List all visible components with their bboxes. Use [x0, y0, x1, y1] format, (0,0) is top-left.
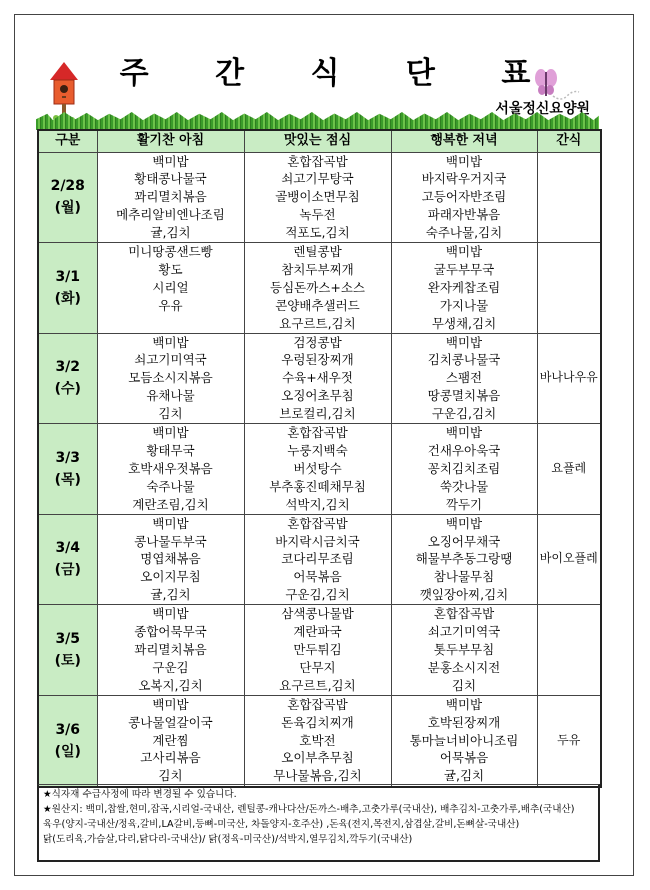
day-weekday: (토) — [54, 652, 81, 669]
dinner-dish: 파래자반볶음 — [427, 207, 501, 223]
breakfast-dish: 미니땅콩샌드빵 — [128, 244, 213, 260]
day-date: 3/3 — [55, 449, 81, 466]
page-title: 주 간 식 단 표 — [119, 56, 559, 91]
day-weekday: (월) — [54, 200, 81, 217]
dinner-dish: 백미밥 — [445, 244, 483, 260]
day-weekday: (일) — [54, 743, 81, 760]
breakfast-dish: 유채나물 — [146, 388, 195, 404]
lunch-dish: 쇠고기무탕국 — [281, 171, 354, 187]
lunch-cell — [244, 605, 391, 696]
header-breakfast: 활기찬 아침 — [97, 130, 244, 152]
breakfast-dish: 우유 — [158, 297, 183, 313]
table-header-row — [38, 130, 601, 152]
breakfast-dish: 백미밥 — [152, 515, 189, 531]
breakfast-dish: 김치 — [158, 406, 183, 422]
table-row — [38, 243, 601, 334]
day-cell — [38, 514, 97, 605]
breakfast-dish: 호박새우젓볶음 — [128, 460, 213, 476]
lunch-dish: 구운김,김치 — [285, 587, 350, 603]
breakfast-dish: 메추리알비엔나조림 — [116, 207, 225, 223]
dinner-dish: 호박된장찌개 — [427, 714, 501, 730]
dinner-dish: 바지락우거지국 — [421, 171, 507, 187]
dinner-cell — [391, 152, 537, 243]
note-origin-2: 육우(양지-국내산/정육,갈비,LA갈비,등뼈-미국산, 차돌양지-호주산) ,돈육(전지,목전지,삼겹살,갈비,돈뼈살-국내산) — [43, 819, 520, 830]
lunch-dish: 혼합잡곡밥 — [287, 515, 348, 531]
lunch-dish: 어묵볶음 — [293, 569, 342, 585]
lunch-dish: 등심돈까스+소스 — [270, 279, 365, 295]
note-origin-1: ★원산지: 백미,찹쌀,현미,잡곡,시리얼-국내산, 렌틸콩-캐나다산/돈까스-배추,고춧가루(국내산), 배추김치-고춧가루,배추(국내산) — [43, 804, 575, 815]
lunch-cell — [244, 333, 391, 424]
lunch-dish: 우렁된장찌개 — [281, 352, 354, 368]
day-cell — [38, 605, 97, 696]
dinner-dish: 김치 — [451, 677, 477, 693]
breakfast-dish: 모듬소시지볶음 — [128, 370, 213, 386]
dinner-dish: 무생채,김치 — [431, 315, 497, 331]
dinner-dish: 깍두기 — [445, 496, 483, 512]
lunch-dish: 렌틸콩밥 — [293, 244, 342, 260]
lunch-dish: 혼합잡곡밥 — [287, 696, 348, 712]
breakfast-cell — [97, 605, 244, 696]
snack-cell — [537, 152, 601, 243]
header-dinner: 행복한 저녁 — [391, 130, 537, 152]
dinner-dish: 고등어자반조림 — [421, 189, 507, 205]
dinner-dish: 구운김,김치 — [431, 406, 497, 422]
dinner-dish: 어묵볶음 — [439, 750, 489, 766]
day-date: 2/28 — [50, 178, 85, 195]
breakfast-dish: 귤,김치 — [150, 587, 191, 603]
snack-cell — [537, 243, 601, 334]
breakfast-dish: 계란찜 — [152, 732, 189, 748]
dinner-cell — [391, 243, 537, 334]
lunch-dish: 오이부추무침 — [281, 750, 354, 766]
snack-cell — [537, 605, 601, 696]
breakfast-cell — [97, 695, 244, 787]
dinner-dish: 참나물무침 — [433, 569, 495, 585]
lunch-dish: 요구르트,김치 — [279, 315, 356, 331]
breakfast-dish: 백미밥 — [152, 696, 189, 712]
breakfast-cell — [97, 243, 244, 334]
header-lunch: 맛있는 점심 — [244, 130, 391, 152]
lunch-dish: 석박지,김치 — [285, 496, 350, 512]
day-date: 3/6 — [55, 721, 81, 738]
breakfast-dish: 백미밥 — [152, 606, 189, 622]
lunch-dish: 부추홍진떼채무침 — [269, 478, 366, 494]
breakfast-dish: 오복지,김치 — [138, 677, 203, 693]
lunch-dish: 돈육김치찌개 — [281, 714, 354, 730]
dinner-dish: 스팸전 — [445, 370, 483, 386]
lunch-dish: 만두튀김 — [293, 641, 342, 657]
breakfast-dish: 고사리볶음 — [140, 750, 201, 766]
breakfast-dish: 귤,김치 — [150, 225, 191, 241]
breakfast-dish: 명엽채볶음 — [140, 551, 201, 567]
day-cell — [38, 243, 97, 334]
dinner-dish: 분홍소시지전 — [427, 659, 501, 675]
dinner-dish: 귤,김치 — [443, 768, 485, 784]
lunch-cell — [244, 152, 391, 243]
lunch-dish: 바지락시금치국 — [275, 533, 360, 549]
dinner-cell — [391, 605, 537, 696]
dinner-dish: 백미밥 — [445, 515, 483, 531]
lunch-dish: 계란파국 — [293, 624, 342, 640]
snack-cell: 바이오플레 — [537, 514, 601, 605]
dinner-dish: 건새우아욱국 — [427, 443, 501, 458]
note-change-notice: ★식자재 수급사정에 따라 변경될 수 있습니다. — [43, 789, 237, 800]
breakfast-dish: 종합어묵무국 — [134, 624, 207, 640]
dinner-dish: 완자케찹조림 — [427, 279, 501, 295]
lunch-dish: 오징어초무침 — [281, 388, 354, 404]
dinner-dish: 김치콩나물국 — [427, 352, 501, 368]
breakfast-cell — [97, 152, 244, 243]
header-category: 구분 — [38, 130, 97, 152]
dinner-dish: 숙주나물,김치 — [425, 225, 503, 241]
breakfast-dish: 꽈리멸치볶음 — [134, 189, 207, 205]
breakfast-dish: 황도 — [158, 261, 183, 277]
lunch-dish: 브로컬리,김치 — [279, 406, 356, 422]
dinner-cell — [391, 424, 537, 515]
day-cell — [38, 333, 97, 424]
dinner-dish: 쇠고기미역국 — [427, 624, 501, 640]
day-date: 3/1 — [55, 268, 81, 285]
breakfast-dish: 꽈리멸치볶음 — [134, 641, 207, 657]
dinner-dish: 혼합잡곡밥 — [433, 606, 495, 622]
dinner-cell — [391, 514, 537, 605]
lunch-dish: 콘양배추샐러드 — [275, 297, 360, 313]
dinner-dish: 백미밥 — [445, 153, 483, 169]
breakfast-dish: 황태무국 — [146, 443, 195, 458]
dinner-dish: 백미밥 — [445, 696, 483, 712]
table-row — [38, 333, 601, 424]
breakfast-cell — [97, 333, 244, 424]
lunch-cell — [244, 514, 391, 605]
dinner-dish: 오징어무채국 — [427, 533, 501, 549]
lunch-dish: 누룽지백숙 — [287, 443, 348, 458]
lunch-dish: 참치두부찌개 — [281, 261, 354, 277]
lunch-dish: 골뱅이소면무침 — [275, 189, 360, 205]
breakfast-dish: 황태콩나물국 — [134, 171, 207, 187]
day-weekday: (화) — [54, 290, 81, 307]
header-snack: 간식 — [537, 130, 601, 152]
dinner-dish: 해물부추동그랑땡 — [415, 551, 513, 567]
breakfast-dish: 숙주나물 — [146, 478, 195, 494]
note-origin-3: 닭(도리육,가슴살,다리,닭다리-국내산)/ 닭(정육-미국산)/석박지,열무김치,깍두기(국내산) — [43, 834, 413, 845]
dinner-cell — [391, 695, 537, 787]
lunch-dish: 혼합잡곡밥 — [287, 153, 348, 169]
table-row — [38, 424, 601, 515]
breakfast-dish: 콩나물얼갈이국 — [128, 714, 213, 730]
lunch-cell — [244, 424, 391, 515]
lunch-dish: 삼색콩나물밥 — [281, 606, 354, 622]
snack-cell: 바나나우유 — [537, 333, 601, 424]
table-row — [38, 695, 601, 787]
day-cell — [38, 152, 97, 243]
breakfast-dish: 구운김 — [152, 659, 189, 675]
dinner-dish: 꽁치김치조림 — [427, 460, 501, 476]
dinner-dish: 통마늘너비아니조림 — [409, 732, 519, 748]
table-row — [38, 152, 601, 243]
lunch-dish: 검정콩밥 — [293, 334, 342, 350]
dinner-dish: 땅콩멸치볶음 — [427, 388, 501, 404]
day-cell — [38, 424, 97, 515]
day-weekday: (목) — [54, 471, 81, 488]
weekly-menu-table — [37, 129, 602, 788]
lunch-dish: 혼합잡곡밥 — [287, 425, 348, 441]
day-weekday: (수) — [54, 381, 81, 398]
day-weekday: (금) — [54, 562, 81, 579]
dinner-dish: 가지나물 — [439, 297, 489, 313]
notes-box — [37, 784, 600, 862]
lunch-dish: 단무지 — [299, 659, 336, 675]
dinner-dish: 굴두부무국 — [433, 261, 495, 277]
lunch-dish: 호박전 — [299, 732, 336, 748]
dinner-dish: 깻잎장아찌,김치 — [419, 587, 509, 603]
dinner-dish: 백미밥 — [445, 425, 483, 441]
day-cell — [38, 695, 97, 787]
org-name: 서울정신요양원 — [495, 101, 590, 117]
snack-cell: 요플레 — [537, 424, 601, 515]
breakfast-dish: 시리얼 — [152, 279, 189, 295]
breakfast-dish: 계란조림,김치 — [132, 496, 209, 512]
dinner-dish: 백미밥 — [445, 334, 483, 350]
day-date: 3/4 — [55, 540, 81, 557]
lunch-dish: 녹두전 — [299, 207, 336, 223]
day-date: 3/5 — [55, 630, 81, 647]
lunch-dish: 버섯탕수 — [293, 460, 342, 476]
dinner-dish: 쑥갓나물 — [439, 478, 489, 494]
breakfast-dish: 백미밥 — [152, 334, 189, 350]
table-row — [38, 514, 601, 605]
lunch-cell — [244, 695, 391, 787]
lunch-cell — [244, 243, 391, 334]
table-row — [38, 605, 601, 696]
lunch-dish: 요구르트,김치 — [279, 677, 356, 693]
dinner-dish: 톳두부무침 — [433, 641, 495, 657]
lunch-dish: 적포도,김치 — [285, 225, 350, 241]
breakfast-dish: 백미밥 — [152, 425, 189, 441]
day-date: 3/2 — [55, 359, 81, 376]
lunch-dish: 무나물볶음,김치 — [273, 768, 362, 784]
breakfast-cell — [97, 514, 244, 605]
breakfast-dish: 쇠고기미역국 — [134, 352, 207, 368]
breakfast-dish: 백미밥 — [152, 153, 189, 169]
snack-cell: 두유 — [537, 695, 601, 787]
breakfast-dish: 오이지무침 — [140, 569, 201, 585]
dinner-cell — [391, 333, 537, 424]
lunch-dish: 코다리무조림 — [281, 551, 354, 567]
lunch-dish: 수육+새우젓 — [282, 370, 353, 386]
breakfast-cell — [97, 424, 244, 515]
breakfast-dish: 김치 — [158, 768, 183, 784]
breakfast-dish: 콩나물두부국 — [134, 533, 207, 549]
